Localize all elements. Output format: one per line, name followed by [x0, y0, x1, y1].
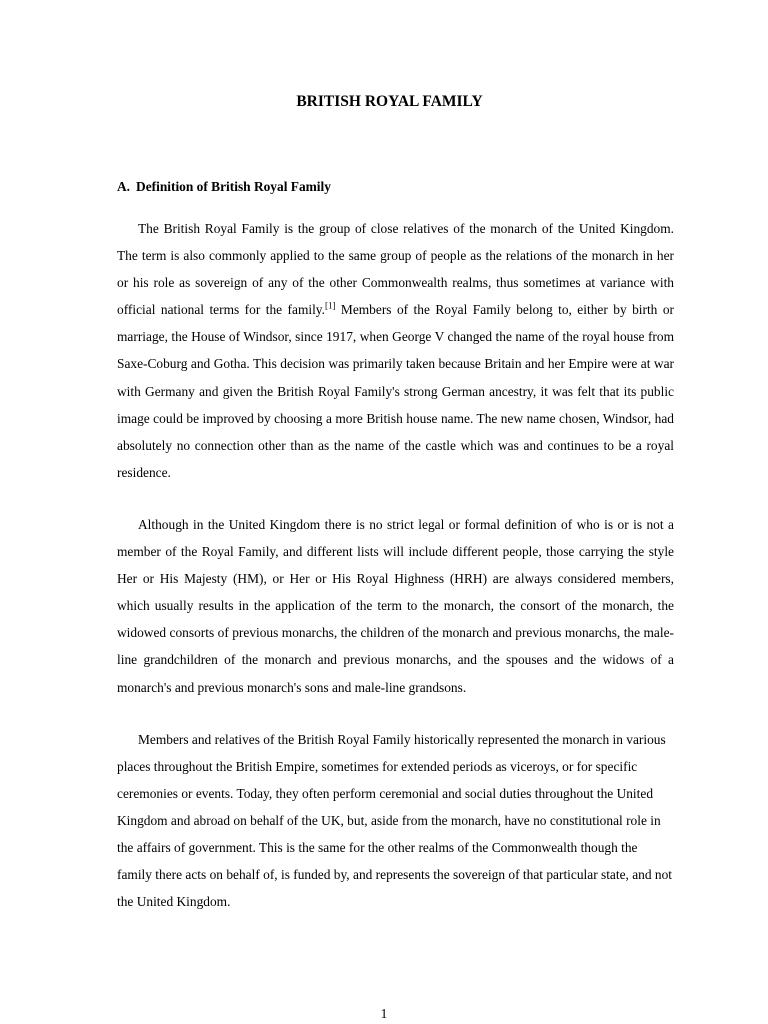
paragraph-definition: [117, 215, 674, 486]
document-title: BRITISH ROYAL FAMILY: [296, 93, 483, 110]
page-number: 1: [380, 1006, 388, 1021]
paragraph-membership: Although in the United Kingdom there is no strict legal or formal definition of who is or is not a member of the Royal Family, and different lists will include different people, those carrying the style Her or His Majesty (HM), or Her or His Royal Highness (HRH) are always considered members, which usually results in the application of the term to the monarch, the consort of the monarch, the widowed consorts of previous monarchs, the children of the monarch and previous monarchs, the male-line grandchildren of the monarch and previous monarchs, and the spouses and the widows of a monarch's and previous monarch's sons and male-line grandsons.: [117, 516, 674, 695]
footnote-reference: [1]: [324, 300, 336, 311]
paragraph-1-text-b: Members of the Royal Family belong to, either by birth or marriage, the House of Windsor, since 1917, when George V changed the name of the royal house from Saxe-Coburg and Gotha. This decision was primarily taken because Britain and her Empire were at war with Germany and given the British Royal Family's strong German ancestry, it was felt that its public image could be improved by choosing a more British house name. The new name chosen, Windsor, had absolutely no connection other than as the name of the castle which was and continues to be a royal residence.: [117, 302, 674, 480]
paragraph-duties: Members and relatives of the British Royal Family historically represented the monarch in various places throughout the British Empire, sometimes for extended periods as viceroys, or for specific ceremonies or events. Today, they often perform ceremonial and social duties throughout the United Kingdom and abroad on behalf of the UK, but, aside from the monarch, have no constitutional role in the affairs of government. This is the same for the other realms of the Commonwealth though the family there acts on behalf of, is funded by, and represents the sovereign of that particular state, and not the United Kingdom.: [117, 731, 673, 910]
section-heading: [117, 177, 674, 197]
section-heading-text: Definition of British Royal Family: [136, 179, 331, 194]
paragraph-1-text-a: The British Royal Family is the group of close relatives of the monarch of the United Kingdom. The term is also commonly applied to the same group of people as the relations of the monarch in her or his role as sovereign of any of the other Commonwealth realms, thus sometimes at variance with official national terms for the family.: [117, 221, 674, 318]
section-label: A.: [117, 179, 131, 194]
